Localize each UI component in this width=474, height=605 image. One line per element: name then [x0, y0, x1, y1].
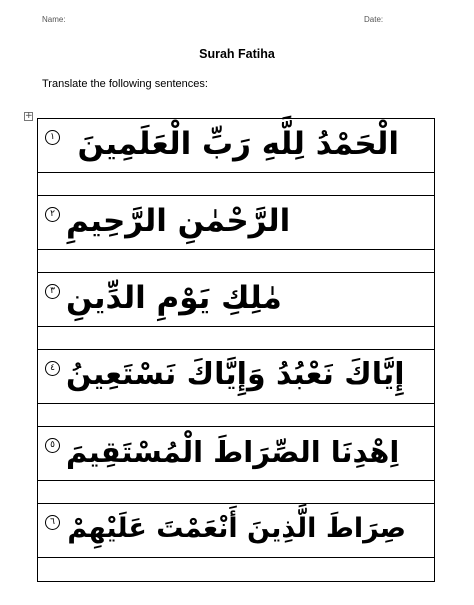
verse-text: إِيَّاكَ نَعْبُدُ وَإِيَّاكَ نَسْتَعِينُ — [66, 357, 405, 392]
verse-row — [38, 504, 434, 558]
answer-line[interactable] — [38, 404, 434, 427]
answer-line[interactable] — [38, 173, 434, 196]
name-label: Name: — [42, 15, 66, 24]
verse-text: اِهْدِنَا الصِّرَاطَ الْمُسْتَقِيمَ — [66, 435, 400, 469]
verse-row — [38, 119, 434, 173]
page-title: Surah Fatiha — [199, 47, 275, 61]
verse-text: الرَّحْمٰنِ الرَّحِيمِ — [66, 203, 291, 239]
verse-row — [38, 273, 434, 327]
answer-line[interactable] — [38, 558, 434, 581]
verse-row — [38, 196, 434, 250]
worksheet-table — [37, 118, 435, 582]
verse-text: مٰلِكِ يَوْمِ الدِّينِ — [66, 280, 282, 316]
verse-number-marker: ٤ — [45, 361, 60, 376]
verse-row — [38, 427, 434, 481]
verse-number-marker: ٣ — [45, 284, 60, 299]
answer-line[interactable] — [38, 481, 434, 504]
instruction-text: Translate the following sentences: — [42, 78, 208, 90]
verse-number-marker: ٢ — [45, 207, 60, 222]
answer-line[interactable] — [38, 327, 434, 350]
verse-number-marker: ١ — [45, 130, 60, 145]
verse-text: صِرَاطَ الَّذِينَ أَنْعَمْتَ عَلَيْهِمْ — [67, 513, 406, 544]
verse-text: الْحَمْدُ لِلَّهِ رَبِّ الْعَلَمِينَ — [77, 126, 399, 162]
verse-number-marker: ٦ — [45, 515, 60, 530]
move-handle-icon[interactable]: + — [25, 111, 33, 121]
date-label: Date: — [364, 15, 384, 24]
answer-line[interactable] — [38, 250, 434, 273]
verse-number-marker: ٥ — [45, 438, 60, 453]
verse-row — [38, 350, 434, 404]
